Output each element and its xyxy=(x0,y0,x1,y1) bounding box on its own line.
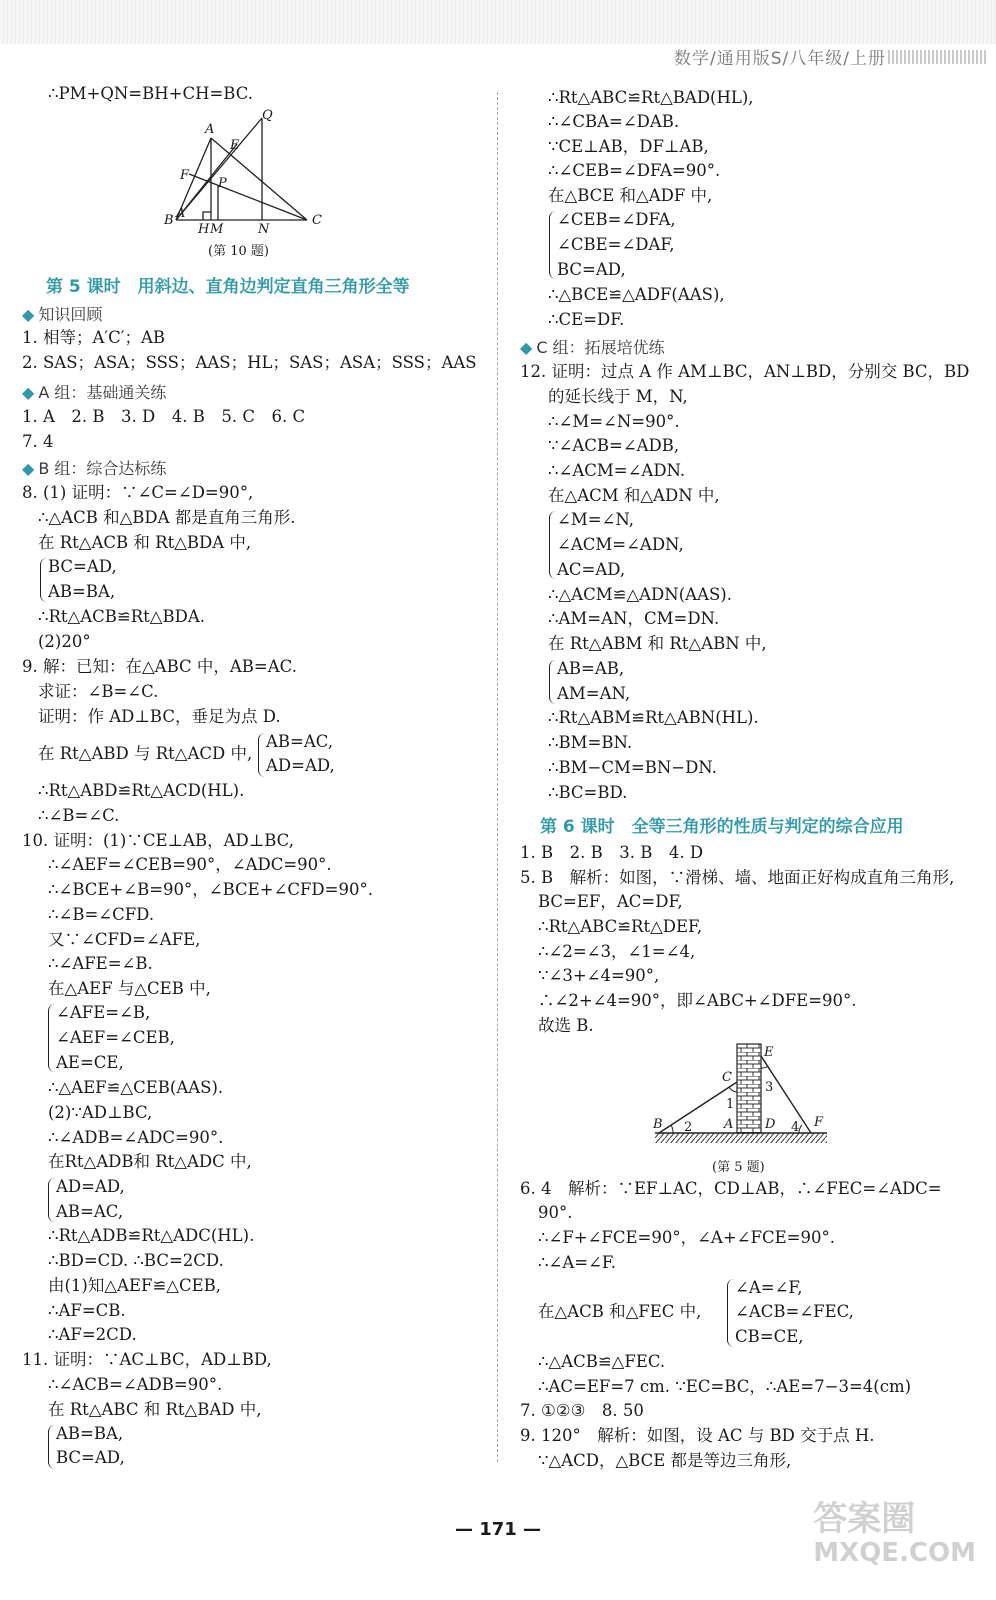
text-line: AB=BA, xyxy=(48,582,116,601)
text-line: AD=AD, xyxy=(266,756,335,775)
fig-label: A xyxy=(205,122,215,137)
text-line: AC=AD, xyxy=(557,560,626,579)
figure-5-ladder-wall xyxy=(645,1036,835,1156)
text-line: 故选 B. xyxy=(538,1016,594,1035)
text-line: ∴∠CBA=∠DAB. xyxy=(548,112,680,131)
text-line: ∵△ACD，△BCE 都是等边三角形, xyxy=(538,1451,792,1470)
group-label: A 组：基础通关练 xyxy=(38,383,167,402)
text-line: ∴∠2=∠3，∠1=∠4, xyxy=(538,942,696,961)
brace xyxy=(48,1004,55,1072)
brace xyxy=(727,1279,734,1347)
text-line: ∴∠F+∠FCE=90°，∠A+∠FCE=90°. xyxy=(538,1228,835,1247)
text-line: 在 Rt△ABM 和 Rt△ABN 中, xyxy=(548,634,767,653)
brace xyxy=(40,558,47,602)
fig-label: F xyxy=(180,168,190,183)
text-line: ∠AFE=∠B, xyxy=(56,1003,151,1022)
text-line: 由(1)知△AEF≌△CEB, xyxy=(48,1276,222,1295)
text-line: 在 Rt△ABC 和 Rt△BAD 中, xyxy=(48,1400,262,1419)
text-line: ∴△ACB≌△FEC. xyxy=(538,1352,666,1371)
text-line: ∴AF=2CD. xyxy=(48,1325,137,1344)
fig-label: M xyxy=(210,222,224,237)
diamond-icon: ◆ xyxy=(22,305,35,324)
text-line: 7. 4 xyxy=(22,432,54,451)
text-line: 求证：∠B=∠C. xyxy=(38,682,159,701)
text-line: ∴Rt△ABD≌Rt△ACD(HL). xyxy=(38,781,245,800)
text-line: ∴AF=CB. xyxy=(48,1301,126,1320)
text-line: ∠A=∠F, xyxy=(735,1278,803,1297)
text-line: AB=BA, xyxy=(56,1424,124,1443)
text-line: ∴∠2+∠4=90°，即∠ABC+∠DFE=90°. xyxy=(538,991,857,1010)
fig-label: B xyxy=(164,213,174,228)
fig-label: E xyxy=(230,138,240,153)
group-label: B 组：综合达标练 xyxy=(38,459,167,478)
text-line: ∠M=∠N, xyxy=(557,510,634,529)
fig-label: A xyxy=(176,206,186,221)
text-line: 的延长线于 M，N, xyxy=(548,387,688,406)
group-heading xyxy=(22,302,102,325)
figure-caption: (第 5 题) xyxy=(712,1160,765,1175)
text-line: BC=AD, xyxy=(557,260,626,279)
top-band xyxy=(0,0,996,44)
brace xyxy=(258,733,265,777)
text-line: ∴Rt△ABC≌Rt△BAD(HL), xyxy=(548,88,754,107)
text-line: ∠ACM=∠ADN, xyxy=(557,535,684,554)
diamond-icon: ◆ xyxy=(22,383,35,402)
text-line: ∴∠CEB=∠DFA=90°. xyxy=(548,161,721,180)
fig-label: 4 xyxy=(791,1120,800,1135)
watermark xyxy=(813,1500,976,1568)
text-line: 在△ACB 和△FEC 中, xyxy=(538,1302,702,1321)
group-label: C 组：拓展培优练 xyxy=(536,338,665,357)
text-line: 在 Rt△ACB 和 Rt△BDA 中, xyxy=(38,533,252,552)
text-line: ∴AC=EF=7 cm. ∵EC=BC，∴AE=7−3=4(cm) xyxy=(538,1377,912,1396)
diamond-icon: ◆ xyxy=(520,338,533,357)
text-line: AB=AC, xyxy=(56,1202,124,1221)
text-line: ∴Rt△ABM≌Rt△ABN(HL). xyxy=(548,708,759,727)
text-line: ∴∠B=∠C. xyxy=(38,806,120,825)
text-line: 8. (1) 证明：∵∠C=∠D=90°, xyxy=(22,483,254,502)
text-line: ∴∠ADB=∠ADC=90°. xyxy=(48,1128,224,1147)
header-decoration xyxy=(888,50,988,64)
brace xyxy=(549,660,556,704)
fig-label: 2 xyxy=(684,1120,693,1135)
fig-label: A xyxy=(724,1117,734,1132)
text-line: ∵CE⊥AB，DF⊥AB, xyxy=(548,137,709,156)
fig-label: Q xyxy=(262,108,273,123)
text-line: ∴∠B=∠CFD. xyxy=(48,905,155,924)
text-line: ∴△ACB 和△BDA 都是直角三角形. xyxy=(38,508,296,527)
watermark-line: MXQE.COM xyxy=(813,1538,976,1568)
text-line: 9. 解：已知：在△ABC 中，AB=AC. xyxy=(22,657,297,676)
fig-label: H xyxy=(198,222,210,237)
text-line: ∴CE=DF. xyxy=(548,310,625,329)
text-line: AD=AD, xyxy=(56,1177,125,1196)
text-line: ∵∠3+∠4=90°, xyxy=(538,966,660,985)
text-line: ∴∠M=∠N=90°. xyxy=(548,412,680,431)
text-line: 1. B 2. B 3. B 4. D xyxy=(520,843,704,862)
text-line: AB=AC, xyxy=(266,732,334,751)
text-line: ∴∠AFE=∠B. xyxy=(48,954,153,973)
text-line: AE=CE, xyxy=(56,1053,124,1072)
fig-label: 3 xyxy=(765,1080,774,1095)
text-line: 5. B 解析：如图，∵滑梯、墙、地面正好构成直角三角形, xyxy=(520,868,955,887)
fig-label: D xyxy=(765,1117,776,1132)
text-line: 在Rt△ADB和 Rt△ADC 中, xyxy=(48,1152,252,1171)
text-line: ∴BC=BD. xyxy=(548,783,628,802)
text-line: ∴∠AEF=∠CEB=90°，∠ADC=90°. xyxy=(48,855,332,874)
text-line: 11. 证明：∵AC⊥BC，AD⊥BD, xyxy=(22,1350,272,1369)
page-number: — 171 — xyxy=(454,1519,542,1540)
fig-label: C xyxy=(312,213,322,228)
text-line: ∠CBE=∠DAF, xyxy=(557,235,675,254)
text-line: 证明：作 AD⊥BC，垂足为点 D. xyxy=(38,707,281,726)
fig-label: F xyxy=(814,1115,824,1130)
text-line: 在△ACM 和△ADN 中, xyxy=(548,486,720,505)
group-heading xyxy=(22,380,166,403)
group-label: 知识回顾 xyxy=(38,305,103,324)
text-line: BC=AD, xyxy=(48,557,117,576)
text-line: ∴PM+QN=BH+CH=BC. xyxy=(48,84,254,103)
brace xyxy=(549,511,556,579)
fig-label: B xyxy=(653,1117,663,1132)
text-line: BC=EF，AC=DF, xyxy=(538,892,683,911)
text-line: 7. ①②③ 8. 50 xyxy=(520,1401,644,1420)
text-line: BC=AD, xyxy=(56,1448,125,1467)
section-title: 第 6 课时 全等三角形的性质与判定的综合应用 xyxy=(540,817,904,837)
text-line: ∴∠ACM=∠ADN. xyxy=(548,461,686,480)
text-line: ∴AM=AN，CM=DN. xyxy=(548,609,720,628)
text-line: 1. A 2. B 3. D 4. B 5. C 6. C xyxy=(22,407,306,426)
text-line: ∴Rt△ABC≌Rt△DEF, xyxy=(538,917,703,936)
text-line: ∠CEB=∠DFA, xyxy=(557,210,676,229)
fig-label: 1 xyxy=(726,1097,735,1112)
column-divider xyxy=(497,92,498,1462)
group-heading xyxy=(22,456,166,479)
watermark-line: 答案圈 xyxy=(813,1499,916,1539)
text-line: 2. SAS；ASA；SSS；AAS；HL；SAS；ASA；SSS；AAS xyxy=(22,353,477,372)
text-line: 1. 相等；A′C′；AB xyxy=(22,328,166,347)
figure-caption: (第 10 题) xyxy=(208,244,269,259)
text-line: (2)20° xyxy=(38,632,91,651)
text-line: 在 Rt△ABD 与 Rt△ACD 中, xyxy=(38,744,253,763)
text-line: AB=AB, xyxy=(557,659,625,678)
text-line: ∴Rt△ADB≌Rt△ADC(HL). xyxy=(48,1226,255,1245)
group-heading xyxy=(520,335,665,358)
text-line: ∴∠ACB=∠ADB=90°. xyxy=(48,1375,223,1394)
running-header: 数学/通用版S/八年级/上册 xyxy=(674,49,886,69)
text-line: 又∵∠CFD=∠AFE, xyxy=(48,930,201,949)
brace xyxy=(549,211,556,279)
text-line: 在△BCE 和△ADF 中, xyxy=(548,186,713,205)
fig-label: E xyxy=(764,1045,774,1060)
text-line: ∴△AEF≌△CEB(AAS). xyxy=(48,1078,224,1097)
text-line: ∠ACB=∠FEC, xyxy=(735,1302,854,1321)
text-line: (2)∵AD⊥BC, xyxy=(48,1103,153,1122)
text-line: CB=CE, xyxy=(735,1327,804,1346)
text-line: 12. 证明：过点 A 作 AM⊥BC，AN⊥BD，分别交 BC，BD xyxy=(520,362,970,381)
fig-label: P xyxy=(218,176,227,191)
section-title: 第 5 课时 用斜边、直角边判定直角三角形全等 xyxy=(46,277,410,297)
diamond-icon: ◆ xyxy=(22,459,35,478)
fig-label: C xyxy=(722,1070,732,1085)
text-line: 10. 证明：(1)∵CE⊥AB，AD⊥BC, xyxy=(22,831,294,850)
brace xyxy=(48,1425,55,1469)
text-line: ∴△BCE≌△ADF(AAS), xyxy=(548,285,725,304)
brace xyxy=(48,1178,55,1222)
text-line: ∠AEF=∠CEB, xyxy=(56,1028,175,1047)
text-line: 90°. xyxy=(538,1203,573,1222)
text-line: ∴∠BCE+∠B=90°，∠BCE+∠CFD=90°. xyxy=(48,880,373,899)
text-line: ∴BM=BN. xyxy=(548,733,633,752)
fig-label: N xyxy=(258,222,270,237)
text-line: ∴BM−CM=BN−DN. xyxy=(548,758,717,777)
text-line: 6. 4 解析：∵EF⊥AC，CD⊥AB，∴∠FEC=∠ADC= xyxy=(520,1179,942,1198)
text-line: ∴∠A=∠F. xyxy=(538,1253,617,1272)
text-line: 在△AEF 与△CEB 中, xyxy=(48,979,211,998)
text-line: AM=AN, xyxy=(557,684,631,703)
text-line: 9. 120° 解析：如图，设 AC 与 BD 交于点 H. xyxy=(520,1426,875,1445)
text-line: ∴△ACM≌△ADN(AAS). xyxy=(548,585,732,604)
text-line: ∴BD=CD. ∴BC=2CD. xyxy=(48,1251,224,1270)
text-line: ∴Rt△ACB≌Rt△BDA. xyxy=(38,607,205,626)
text-line: ∵∠ACB=∠ADB, xyxy=(548,436,680,455)
